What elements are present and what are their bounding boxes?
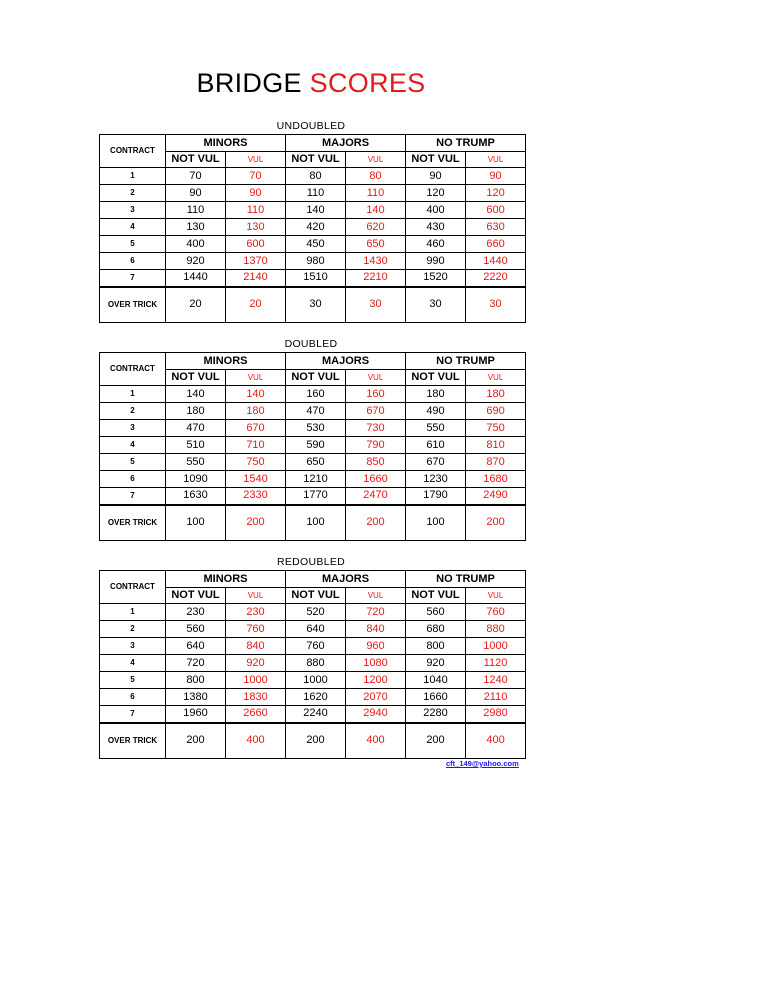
vul-score: 1120 — [466, 655, 526, 672]
doubled-table — [99, 352, 526, 541]
section-title-doubled: DOUBLED — [284, 338, 338, 350]
contract-level: 6 — [100, 689, 166, 706]
vul-score: 840 — [346, 621, 406, 638]
over-trick-label: OVER TRICK — [100, 723, 166, 759]
contract-level: 2 — [100, 403, 166, 420]
not-vul-score: 1620 — [286, 689, 346, 706]
vul-score: 2220 — [466, 270, 526, 287]
vul-score: 660 — [466, 236, 526, 253]
vul-score: 2070 — [346, 689, 406, 706]
contract-level: 4 — [100, 655, 166, 672]
vul-score: 810 — [466, 437, 526, 454]
not-vul-score: 550 — [406, 420, 466, 437]
over-trick-not-vul: 30 — [406, 287, 466, 323]
over-trick-row — [100, 505, 526, 541]
vul-score: 2980 — [466, 706, 526, 723]
contract-level: 7 — [100, 706, 166, 723]
vul-score: 230 — [226, 604, 286, 621]
vul-score: 670 — [346, 403, 406, 420]
vul-score: 720 — [346, 604, 406, 621]
table-row — [100, 655, 526, 672]
vul-score: 600 — [466, 202, 526, 219]
table-row — [100, 638, 526, 655]
vul-score: 140 — [226, 386, 286, 403]
group-header-no-trump: NO TRUMP — [406, 571, 526, 588]
group-header-no-trump: NO TRUMP — [406, 353, 526, 370]
not-vul-score: 920 — [166, 253, 226, 270]
vul-score: 710 — [226, 437, 286, 454]
contract-level: 4 — [100, 437, 166, 454]
vul-score: 730 — [346, 420, 406, 437]
contract-header: CONTRACT — [100, 135, 166, 168]
not-vul-score: 1630 — [166, 488, 226, 505]
not-vul-score: 1790 — [406, 488, 466, 505]
not-vul-score: 1770 — [286, 488, 346, 505]
vul-score: 2490 — [466, 488, 526, 505]
table-row — [100, 604, 526, 621]
not-vul-score: 1090 — [166, 471, 226, 488]
section-title-redoubled: REDOUBLED — [276, 556, 346, 568]
vul-score: 120 — [466, 185, 526, 202]
group-header-majors: MAJORS — [286, 135, 406, 152]
not-vul-score: 140 — [166, 386, 226, 403]
vul-score: 880 — [466, 621, 526, 638]
not-vul-score: 680 — [406, 621, 466, 638]
contract-header: CONTRACT — [100, 353, 166, 386]
not-vul-score: 430 — [406, 219, 466, 236]
vul-score: 1440 — [466, 253, 526, 270]
contract-level: 7 — [100, 488, 166, 505]
vul-score: 1370 — [226, 253, 286, 270]
not-vul-score: 1230 — [406, 471, 466, 488]
vul-score: 2470 — [346, 488, 406, 505]
over-trick-not-vul: 200 — [166, 723, 226, 759]
not-vul-score: 90 — [406, 168, 466, 185]
over-trick-vul: 30 — [346, 287, 406, 323]
page-title — [0, 68, 622, 99]
not-vul-score: 180 — [166, 403, 226, 420]
not-vul-score: 1040 — [406, 672, 466, 689]
not-vul-score: 550 — [166, 454, 226, 471]
vul-score: 1540 — [226, 471, 286, 488]
not-vul-score: 1520 — [406, 270, 466, 287]
not-vul-score: 1960 — [166, 706, 226, 723]
not-vul-score: 450 — [286, 236, 346, 253]
not-vul-score: 640 — [166, 638, 226, 655]
vul-score: 1200 — [346, 672, 406, 689]
vul-header: VUL — [466, 370, 526, 386]
not-vul-score: 800 — [166, 672, 226, 689]
not-vul-score: 590 — [286, 437, 346, 454]
vul-score: 1240 — [466, 672, 526, 689]
contract-level: 4 — [100, 219, 166, 236]
not-vul-score: 560 — [166, 621, 226, 638]
vul-score: 180 — [226, 403, 286, 420]
not-vul-score: 1660 — [406, 689, 466, 706]
table-row — [100, 168, 526, 185]
contract-level: 1 — [100, 386, 166, 403]
table-row — [100, 672, 526, 689]
vul-score: 1830 — [226, 689, 286, 706]
not-vul-score: 140 — [286, 202, 346, 219]
vul-score: 1000 — [226, 672, 286, 689]
not-vul-score: 720 — [166, 655, 226, 672]
contract-level: 1 — [100, 604, 166, 621]
over-trick-label: OVER TRICK — [100, 505, 166, 541]
not-vul-score: 90 — [166, 185, 226, 202]
not-vul-header: NOT VUL — [166, 588, 226, 604]
not-vul-score: 1440 — [166, 270, 226, 287]
contract-level: 6 — [100, 253, 166, 270]
not-vul-score: 610 — [406, 437, 466, 454]
not-vul-score: 230 — [166, 604, 226, 621]
vul-score: 2330 — [226, 488, 286, 505]
vul-score: 750 — [466, 420, 526, 437]
vul-score: 130 — [226, 219, 286, 236]
over-trick-not-vul: 200 — [286, 723, 346, 759]
not-vul-score: 470 — [286, 403, 346, 420]
not-vul-score: 800 — [406, 638, 466, 655]
vul-score: 650 — [346, 236, 406, 253]
vul-header: VUL — [346, 152, 406, 168]
not-vul-score: 920 — [406, 655, 466, 672]
table-row — [100, 219, 526, 236]
not-vul-score: 560 — [406, 604, 466, 621]
vul-score: 1430 — [346, 253, 406, 270]
undoubled-table — [99, 134, 526, 323]
group-header-minors: MINORS — [166, 135, 286, 152]
not-vul-score: 180 — [406, 386, 466, 403]
vul-score: 630 — [466, 219, 526, 236]
over-trick-not-vul: 20 — [166, 287, 226, 323]
table-row — [100, 471, 526, 488]
not-vul-score: 1510 — [286, 270, 346, 287]
contract-level: 5 — [100, 672, 166, 689]
not-vul-score: 670 — [406, 454, 466, 471]
not-vul-score: 80 — [286, 168, 346, 185]
table-row — [100, 253, 526, 270]
vul-score: 160 — [346, 386, 406, 403]
vul-score: 140 — [346, 202, 406, 219]
not-vul-score: 880 — [286, 655, 346, 672]
table-row — [100, 386, 526, 403]
vul-score: 80 — [346, 168, 406, 185]
table-row — [100, 185, 526, 202]
vul-score: 90 — [466, 168, 526, 185]
not-vul-header: NOT VUL — [286, 370, 346, 386]
not-vul-score: 530 — [286, 420, 346, 437]
vul-score: 2210 — [346, 270, 406, 287]
not-vul-header: NOT VUL — [286, 152, 346, 168]
vul-score: 90 — [226, 185, 286, 202]
not-vul-score: 120 — [406, 185, 466, 202]
vul-score: 1080 — [346, 655, 406, 672]
over-trick-vul: 200 — [346, 505, 406, 541]
not-vul-score: 980 — [286, 253, 346, 270]
over-trick-row — [100, 723, 526, 759]
vul-score: 850 — [346, 454, 406, 471]
over-trick-row — [100, 287, 526, 323]
over-trick-not-vul: 100 — [406, 505, 466, 541]
table-row — [100, 621, 526, 638]
redoubled-table — [99, 570, 526, 759]
vul-score: 110 — [226, 202, 286, 219]
contract-level: 1 — [100, 168, 166, 185]
table-row — [100, 270, 526, 287]
table-row — [100, 689, 526, 706]
vul-score: 1000 — [466, 638, 526, 655]
group-header-majors: MAJORS — [286, 353, 406, 370]
table-row — [100, 706, 526, 723]
vul-header: VUL — [226, 370, 286, 386]
over-trick-not-vul: 100 — [286, 505, 346, 541]
vul-score: 920 — [226, 655, 286, 672]
vul-header: VUL — [466, 152, 526, 168]
vul-score: 670 — [226, 420, 286, 437]
table-row — [100, 454, 526, 471]
vul-score: 870 — [466, 454, 526, 471]
vul-score: 2940 — [346, 706, 406, 723]
over-trick-vul: 400 — [466, 723, 526, 759]
not-vul-score: 470 — [166, 420, 226, 437]
vul-header: VUL — [226, 152, 286, 168]
over-trick-vul: 30 — [466, 287, 526, 323]
group-header-row — [100, 135, 526, 152]
not-vul-header: NOT VUL — [406, 588, 466, 604]
contract-level: 6 — [100, 471, 166, 488]
table-row — [100, 488, 526, 505]
table-row — [100, 420, 526, 437]
vul-score: 960 — [346, 638, 406, 655]
not-vul-score: 130 — [166, 219, 226, 236]
not-vul-score: 420 — [286, 219, 346, 236]
over-trick-vul: 20 — [226, 287, 286, 323]
not-vul-score: 520 — [286, 604, 346, 621]
over-trick-vul: 400 — [346, 723, 406, 759]
vul-header: VUL — [346, 370, 406, 386]
group-header-majors: MAJORS — [286, 571, 406, 588]
not-vul-header: NOT VUL — [166, 152, 226, 168]
not-vul-score: 400 — [166, 236, 226, 253]
over-trick-not-vul: 100 — [166, 505, 226, 541]
table-row — [100, 437, 526, 454]
not-vul-score: 460 — [406, 236, 466, 253]
group-header-no-trump: NO TRUMP — [406, 135, 526, 152]
vul-score: 750 — [226, 454, 286, 471]
group-header-row — [100, 353, 526, 370]
vul-score: 840 — [226, 638, 286, 655]
contract-level: 5 — [100, 454, 166, 471]
not-vul-header: NOT VUL — [166, 370, 226, 386]
not-vul-score: 650 — [286, 454, 346, 471]
group-header-row — [100, 571, 526, 588]
vul-score: 620 — [346, 219, 406, 236]
over-trick-vul: 400 — [226, 723, 286, 759]
vul-header: VUL — [226, 588, 286, 604]
contract-level: 2 — [100, 621, 166, 638]
over-trick-vul: 200 — [466, 505, 526, 541]
not-vul-score: 2240 — [286, 706, 346, 723]
not-vul-score: 490 — [406, 403, 466, 420]
vul-score: 2110 — [466, 689, 526, 706]
not-vul-score: 1000 — [286, 672, 346, 689]
vul-score: 70 — [226, 168, 286, 185]
not-vul-score: 990 — [406, 253, 466, 270]
table-row — [100, 403, 526, 420]
vul-score: 690 — [466, 403, 526, 420]
over-trick-not-vul: 200 — [406, 723, 466, 759]
table-row — [100, 236, 526, 253]
not-vul-header: NOT VUL — [406, 152, 466, 168]
contract-header: CONTRACT — [100, 571, 166, 604]
contract-level: 7 — [100, 270, 166, 287]
not-vul-score: 1210 — [286, 471, 346, 488]
not-vul-score: 2280 — [406, 706, 466, 723]
vul-score: 1680 — [466, 471, 526, 488]
vul-score: 760 — [466, 604, 526, 621]
not-vul-score: 510 — [166, 437, 226, 454]
contract-level: 5 — [100, 236, 166, 253]
vul-score: 2140 — [226, 270, 286, 287]
group-header-minors: MINORS — [166, 353, 286, 370]
vul-header: VUL — [346, 588, 406, 604]
contract-level: 3 — [100, 202, 166, 219]
contract-level: 3 — [100, 420, 166, 437]
not-vul-score: 760 — [286, 638, 346, 655]
vul-score: 180 — [466, 386, 526, 403]
not-vul-header: NOT VUL — [406, 370, 466, 386]
vul-score: 790 — [346, 437, 406, 454]
vul-score: 760 — [226, 621, 286, 638]
not-vul-score: 110 — [286, 185, 346, 202]
not-vul-score: 110 — [166, 202, 226, 219]
title-scores: SCORES — [309, 68, 426, 98]
vul-score: 1660 — [346, 471, 406, 488]
not-vul-score: 640 — [286, 621, 346, 638]
contract-level: 2 — [100, 185, 166, 202]
not-vul-score: 160 — [286, 386, 346, 403]
table-row — [100, 202, 526, 219]
email-link[interactable]: cft_149@yahoo.com — [446, 759, 519, 768]
not-vul-score: 70 — [166, 168, 226, 185]
not-vul-score: 1380 — [166, 689, 226, 706]
over-trick-not-vul: 30 — [286, 287, 346, 323]
over-trick-vul: 200 — [226, 505, 286, 541]
vul-score: 600 — [226, 236, 286, 253]
vul-score: 2660 — [226, 706, 286, 723]
over-trick-label: OVER TRICK — [100, 287, 166, 323]
title-bridge: BRIDGE — [196, 68, 302, 98]
section-title-undoubled: UNDOUBLED — [276, 120, 346, 132]
contract-level: 3 — [100, 638, 166, 655]
vul-header: VUL — [466, 588, 526, 604]
not-vul-header: NOT VUL — [286, 588, 346, 604]
vul-score: 110 — [346, 185, 406, 202]
not-vul-score: 400 — [406, 202, 466, 219]
group-header-minors: MINORS — [166, 571, 286, 588]
